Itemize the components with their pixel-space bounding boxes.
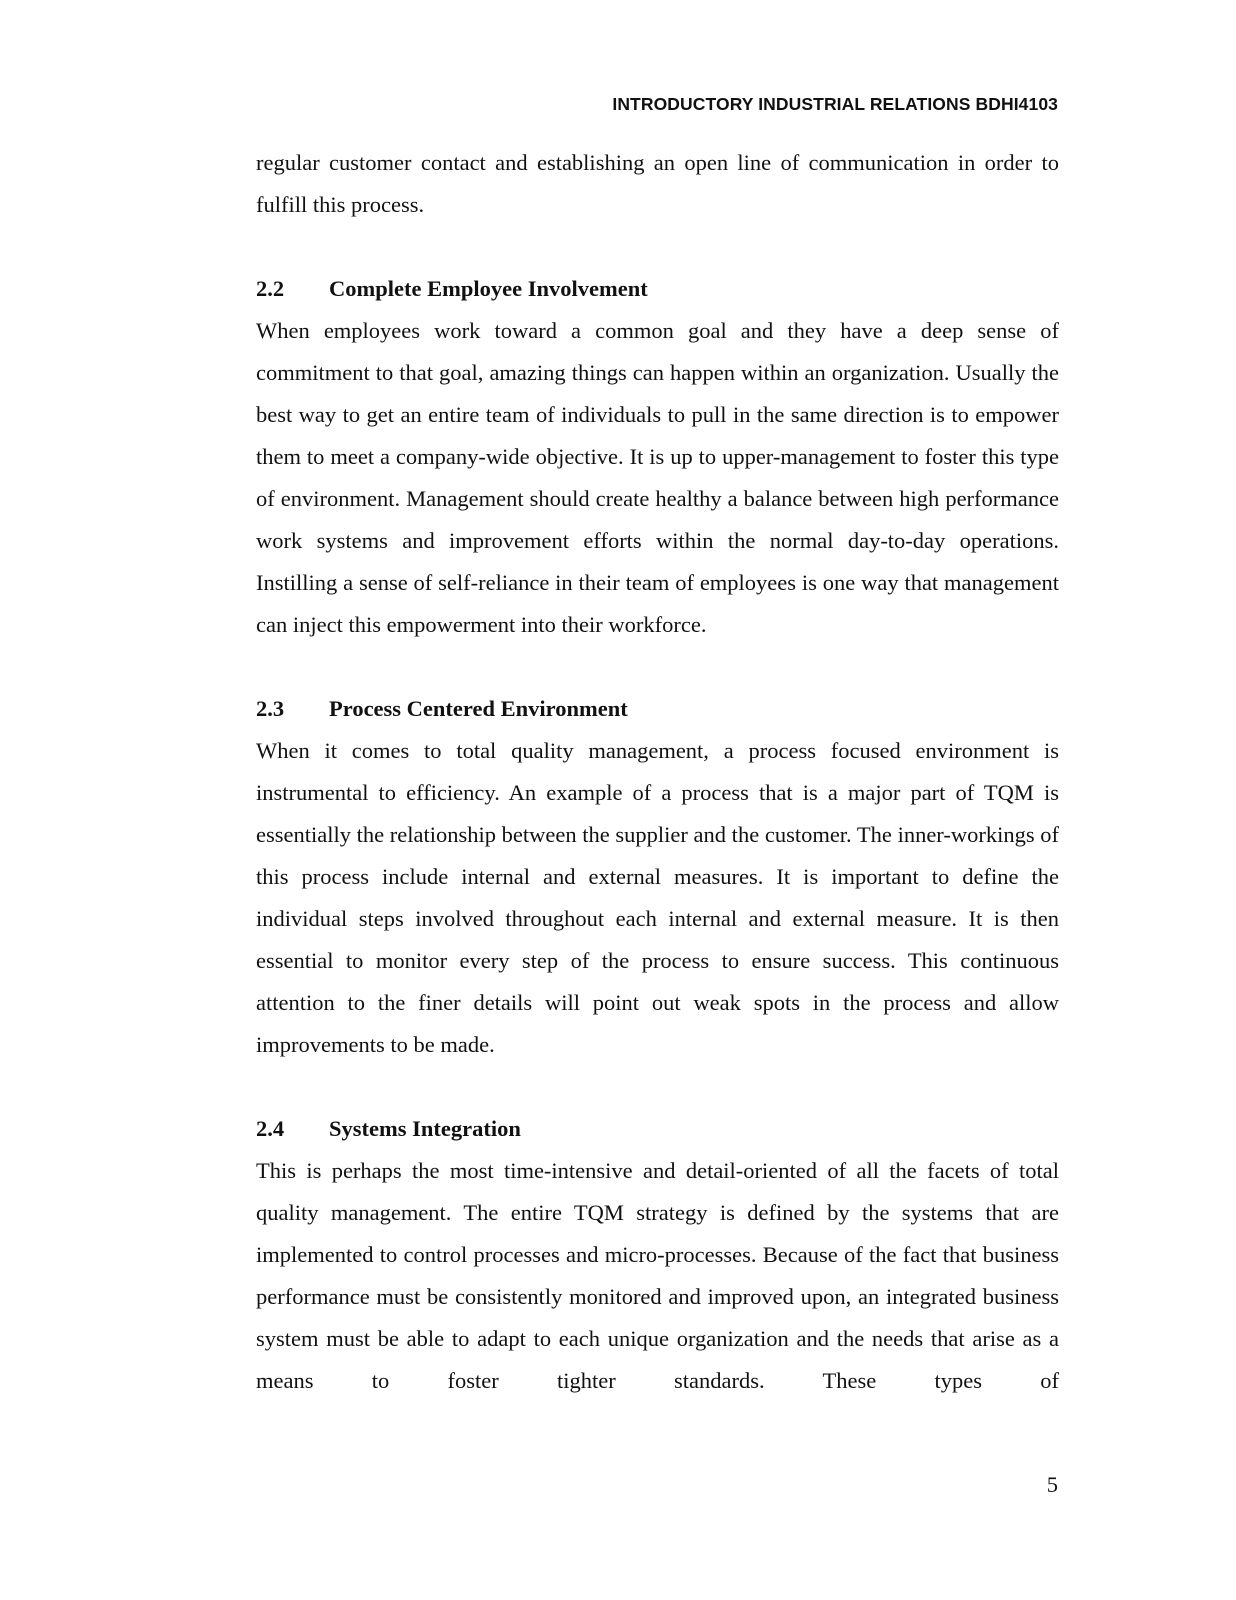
section-number: 2.2 — [256, 276, 285, 301]
section-title: Process Centered Environment — [329, 696, 628, 721]
running-header: INTRODUCTORY INDUSTRIAL RELATIONS BDHI4103 — [612, 94, 1058, 114]
section-heading — [256, 688, 1059, 730]
page-content — [256, 142, 1059, 1402]
section-2-3 — [256, 688, 1059, 1066]
section-heading — [256, 1108, 1059, 1150]
section-2-2 — [256, 268, 1059, 646]
section-title: Systems Integration — [329, 1116, 521, 1141]
section-title: Complete Employee Involvement — [329, 276, 648, 301]
section-number: 2.3 — [256, 696, 285, 721]
section-body: When it comes to total quality management, a process focused environment is instrumental to efficiency. An example of a process that is a major part of TQM is essentially the relationship between the supplier and the customer. The inner-workings of this process include internal and external measures. It is important to define the individual steps involved throughout each internal and external measure. It is then essential to monitor every step of the process to ensure success. This continuous attention to the finer details will point out weak spots in the process and allow improvements to be made. — [256, 738, 1059, 1057]
section-number: 2.4 — [256, 1116, 285, 1141]
section-2-4 — [256, 1108, 1059, 1402]
page-number: 5 — [1046, 1472, 1058, 1497]
section-body: When employees work toward a common goal and they have a deep sense of commitment to that goal, amazing things can happen within an organization. Usually the best way to get an entire team of individuals to pull in the same direction is to empower them to meet a company-wide objective. It is up to upper-management to foster this type of environment. Management should create healthy a balance between high performance work systems and improvement efforts within the normal day-to-day operations. Instilling a sense of self-reliance in their team of employees is one way that management can inject this empowerment into their workforce. — [256, 318, 1059, 637]
section-body: This is perhaps the most time-intensive and detail-oriented of all the facets of total quality management. The entire TQM strategy is defined by the systems that are implemented to control processes and micro-processes. Because of the fact that business performance must be consistently monitored and improved upon, an integrated business system must be able to adapt to each unique organization and the needs that arise as a means to foster tighter standards. These types of — [256, 1158, 1059, 1393]
intro-paragraph: regular customer contact and establishing an open line of communication in order to fulfill this process. — [256, 150, 1059, 217]
section-heading — [256, 268, 1059, 310]
